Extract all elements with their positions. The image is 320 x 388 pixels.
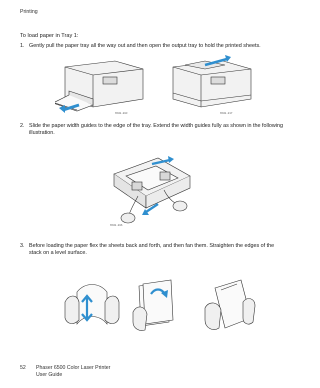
step-1 bbox=[20, 43, 288, 50]
page-number: 52 bbox=[20, 365, 26, 371]
step-3-text: Before loading the paper flex the sheets back and forth, and then fan them. Straighten the edges of the stack on a level surface. bbox=[29, 243, 275, 256]
figure-code-tray: 6500-006 bbox=[110, 224, 123, 227]
step-2-number: 2. bbox=[20, 123, 25, 129]
step-1-number: 1. bbox=[20, 43, 25, 49]
figure-code-right: 6500-017 bbox=[220, 112, 233, 115]
illustration-hands-paper bbox=[55, 272, 265, 340]
figure-width-guides bbox=[108, 146, 193, 231]
step-3 bbox=[20, 243, 288, 257]
running-header: Printing bbox=[20, 9, 38, 15]
page-footer bbox=[20, 365, 110, 379]
step-1-text: Gently pull the paper tray all the way out and then open the output tray to hold the printed sheets. bbox=[29, 43, 261, 49]
footer-doc: User Guide bbox=[36, 372, 63, 378]
step-2 bbox=[20, 123, 288, 137]
step-3-number: 3. bbox=[20, 243, 25, 249]
illustration-tray bbox=[108, 146, 193, 231]
figure-code-left: 6500-003 bbox=[115, 112, 128, 115]
figure-flex-paper bbox=[55, 272, 265, 340]
step-2-text: Slide the paper width guides to the edge of the tray. Extend the width guides fully as shown in the following illustration. bbox=[29, 123, 284, 136]
figure-pull-tray bbox=[55, 55, 265, 117]
illustration-printers bbox=[55, 55, 265, 117]
intro-text: To load paper in Tray 1: bbox=[20, 33, 79, 39]
footer-product: Phaser 6500 Color Laser Printer bbox=[36, 365, 111, 371]
